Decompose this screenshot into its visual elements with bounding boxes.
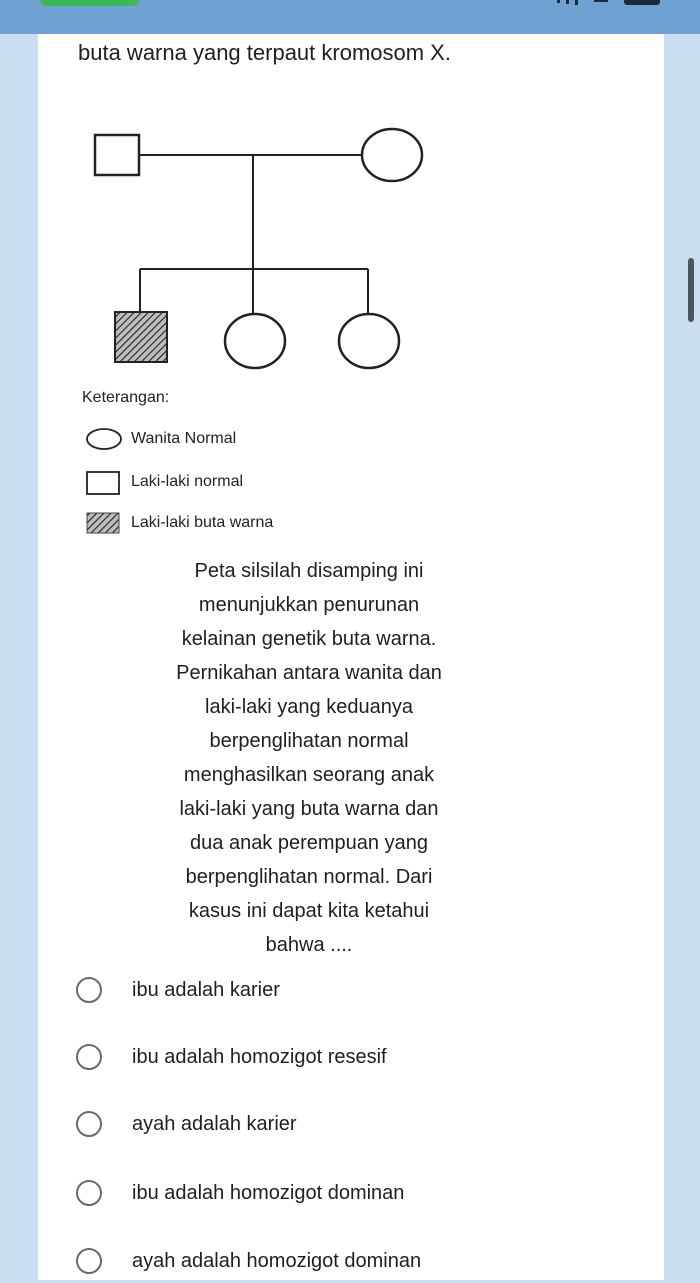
affected-son-symbol <box>115 312 167 362</box>
status-bar <box>0 0 700 34</box>
legend-label: Laki-laki buta warna <box>131 514 274 531</box>
answer-label: ibu adalah homozigot dominan <box>132 1181 405 1204</box>
answer-label: ibu adalah karier <box>132 978 280 1001</box>
radio-button[interactable] <box>76 1180 102 1206</box>
pedigree-diagram <box>60 110 460 390</box>
answer-label: ayah adalah karier <box>132 1112 297 1135</box>
question-line: menghasilkan seorang anak <box>183 764 435 786</box>
question-line: berpenglihatan normal <box>209 730 409 752</box>
answer-label: ayah adalah homozigot dominan <box>132 1249 422 1272</box>
question-line: menunjukkan penurunan <box>198 594 420 616</box>
question-line: Peta silsilah disamping ini <box>194 560 424 582</box>
network-icon <box>594 0 608 2</box>
question-line: laki-laki yang buta warna dan <box>179 798 439 820</box>
question-line: laki-laki yang keduanya <box>205 696 413 718</box>
question-text <box>60 554 558 962</box>
legend-title: Keterangan: <box>82 389 170 406</box>
legend-label: Wanita Normal <box>131 430 237 447</box>
square-hatched-icon <box>84 511 128 535</box>
legend-item <box>84 511 273 535</box>
radio-button[interactable] <box>76 1044 102 1070</box>
signal-icon <box>575 0 578 5</box>
question-line: berpenglihatan normal. Dari <box>185 866 433 888</box>
status-pill <box>40 0 140 6</box>
question-line: Pernikahan antara wanita dan <box>176 662 442 684</box>
answer-option[interactable] <box>76 1102 636 1146</box>
battery-icon <box>624 0 660 5</box>
status-icons <box>557 0 660 6</box>
answer-label: ibu adalah homozigot resesif <box>132 1045 387 1068</box>
circle-open-icon <box>84 427 128 451</box>
legend-label: Laki-laki normal <box>131 473 244 490</box>
daughter-symbol <box>339 314 399 368</box>
radio-button[interactable] <box>76 1248 102 1274</box>
radio-button[interactable] <box>76 1111 102 1137</box>
legend-item <box>84 427 236 451</box>
question-line: bahwa .... <box>265 934 353 956</box>
radio-button[interactable] <box>76 977 102 1003</box>
signal-icon <box>566 0 569 4</box>
legend-item <box>84 470 243 494</box>
question-line: kasus ini dapat kita ketahui <box>188 900 430 922</box>
answer-option[interactable] <box>76 1171 636 1215</box>
father-symbol <box>95 135 139 175</box>
question-line: kelainan genetik buta warna. <box>181 628 437 650</box>
question-heading: buta warna yang terpaut kromosom X. <box>78 40 451 65</box>
mother-symbol <box>362 129 422 181</box>
answer-option[interactable] <box>76 1035 636 1079</box>
square-open-icon <box>84 470 128 494</box>
answer-option[interactable] <box>76 968 636 1012</box>
answer-option[interactable] <box>76 1239 636 1283</box>
scrollbar-thumb[interactable] <box>688 258 694 322</box>
daughter-symbol <box>225 314 285 368</box>
signal-icon <box>557 0 560 3</box>
question-line: dua anak perempuan yang <box>190 832 428 854</box>
